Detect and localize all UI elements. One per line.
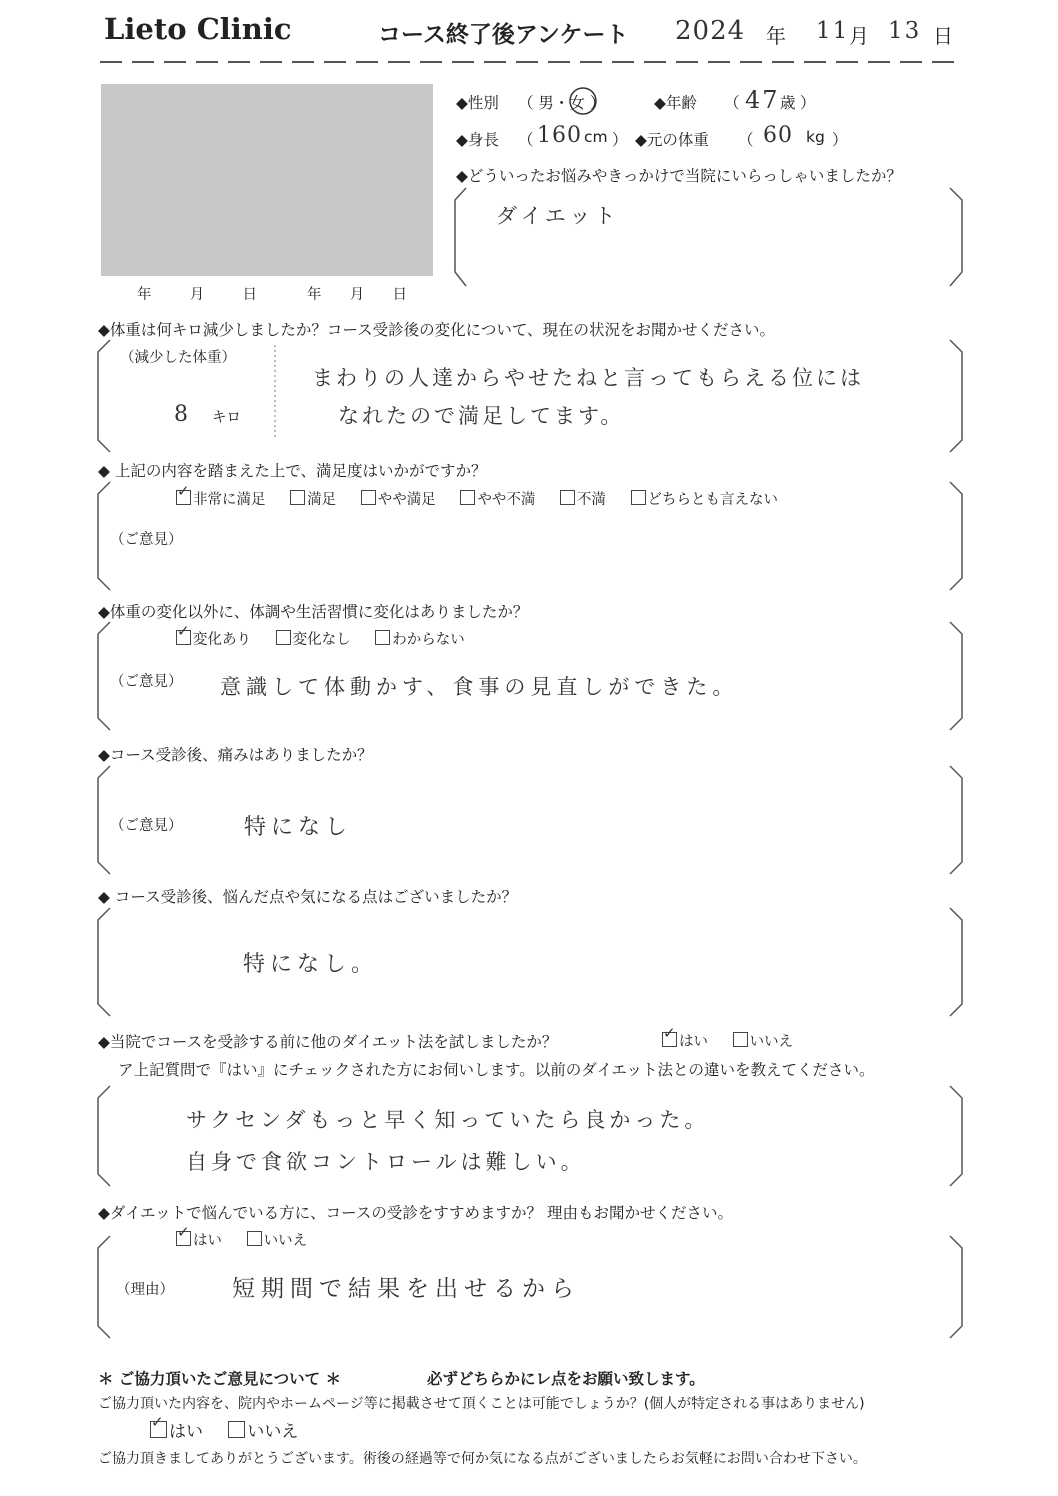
- date-year: 2024: [675, 16, 746, 46]
- satisfaction-option-0[interactable]: ✓非常に満足: [176, 492, 266, 508]
- after-year-label: 年: [307, 287, 322, 303]
- q-reason-answer: ダイエット: [496, 204, 620, 228]
- height-value: 160: [537, 123, 582, 148]
- recommend-reason-label: （理由）: [116, 1282, 174, 1298]
- q-lifestyle-text: ◆体重の変化以外に、体調や生活習慣に変化はありましたか？: [98, 603, 529, 621]
- checkbox[interactable]: [733, 1032, 748, 1047]
- q-prior-text: ◆当院でコースを受診する前に他のダイエット法を試しましたか？: [98, 1033, 558, 1051]
- checkbox[interactable]: [228, 1421, 245, 1438]
- concern-comment: 特になし。: [243, 952, 379, 977]
- q-recommend-text: ◆ダイエットで悩んでいる方に、コースの受診をすすめますか？ 理由もお聞かせください。: [98, 1204, 733, 1222]
- prior-options: [662, 1030, 813, 1051]
- after-day-label: 日: [392, 287, 407, 303]
- publish-option-no[interactable]: いいえ: [228, 1422, 298, 1442]
- date-year-unit: 年: [766, 24, 786, 48]
- before-year-label: 年: [137, 287, 152, 303]
- date-day: 13: [888, 18, 922, 44]
- age-open: （: [724, 94, 740, 112]
- before-day-label: 日: [242, 287, 257, 303]
- checkbox-checked[interactable]: [662, 1032, 677, 1047]
- satisfaction-option-5[interactable]: どちらとも言えない: [631, 492, 779, 508]
- prior-option-yes[interactable]: ✓ はい: [662, 1034, 708, 1050]
- checkbox[interactable]: [247, 1231, 262, 1246]
- q-weight-answer-line1: まわりの人達からやせたねと言ってもらえる位には: [312, 366, 864, 390]
- satisfaction-comment-label: （ご意見）: [110, 532, 183, 548]
- height-close: ）: [612, 131, 628, 149]
- photo-after-date: [307, 283, 407, 304]
- age-label: ◆年齢: [654, 94, 697, 112]
- checkbox[interactable]: [361, 490, 376, 505]
- checkbox[interactable]: [631, 490, 646, 505]
- lifestyle-option-2[interactable]: わからない: [375, 632, 465, 648]
- before-month-label: 月: [189, 287, 205, 303]
- checkbox-checked[interactable]: [150, 1421, 167, 1438]
- lifestyle-options: [176, 628, 485, 649]
- height-unit: cm: [584, 128, 608, 146]
- photo-before-date: [137, 283, 257, 304]
- recommend-options: [176, 1229, 327, 1250]
- orig-weight-close: ）: [832, 131, 848, 149]
- age-value: 47: [745, 86, 780, 114]
- q-concern-text: ◆ コース受診後、悩んだ点や気になる点はございましたか？: [98, 888, 518, 906]
- redacted-photo: [101, 84, 433, 276]
- satisfaction-option-1[interactable]: 満足: [290, 492, 336, 508]
- checkbox[interactable]: [276, 630, 291, 645]
- recommend-reason: 短期間で結果を出せるから: [232, 1276, 580, 1302]
- weight-lost-label: （減少した体重）: [120, 350, 236, 366]
- orig-weight-open: （: [738, 131, 754, 149]
- weight-lost-value: 8: [174, 402, 192, 427]
- q-weight-text: ◆体重は何キロ減少しましたか？コース受診後の変化について、現在の状況をお聞かせください。: [98, 321, 776, 339]
- footer-thanks: ご協力頂きましてありがとうございます。術後の経過等で何か気になる点がございましたらお気軽にお問い合わせ下さい。: [98, 1451, 867, 1467]
- prior-answer-line1: サクセンダもっと早く知っていたら良かった。: [186, 1108, 710, 1132]
- lifestyle-option-0[interactable]: ✓変化あり: [176, 632, 251, 648]
- orig-weight-value: 60: [763, 123, 793, 148]
- lifestyle-option-1[interactable]: 変化なし: [276, 632, 351, 648]
- pain-comment: 特になし: [244, 815, 353, 840]
- checkbox[interactable]: [560, 490, 575, 505]
- q-reason-text: ◆どういったお悩みやきっかけで当院にいらっしゃいましたか？: [456, 167, 902, 185]
- recommend-option-no[interactable]: いいえ: [247, 1233, 308, 1249]
- publish-option-yes[interactable]: ✓はい: [150, 1422, 203, 1442]
- satisfaction-option-3[interactable]: やや不満: [460, 492, 535, 508]
- date-month-unit: 月: [849, 24, 869, 48]
- lifestyle-comment-label: （ご意見）: [110, 674, 183, 690]
- checkbox-checked[interactable]: [176, 1231, 191, 1246]
- age-unit: 歳: [780, 94, 796, 112]
- date-day-unit: 日: [933, 24, 953, 48]
- recommend-option-yes[interactable]: ✓はい: [176, 1233, 222, 1249]
- gender-options: （ 男・女 ）: [518, 94, 606, 112]
- checkbox[interactable]: [375, 630, 390, 645]
- q-prior-followup: ア上記質問で『はい』にチェックされた方にお伺いします。以前のダイエット法との違いを教えてください。: [118, 1061, 875, 1079]
- weight-lost-unit: キロ: [212, 410, 241, 426]
- date-month: 11: [816, 18, 850, 44]
- height-label: ◆身長: [456, 131, 499, 149]
- footer-instruction: 必ずどちらかにレ点をお願い致します。: [427, 1370, 705, 1388]
- orig-weight-unit: kg: [806, 128, 825, 146]
- form-title: コース終了後アンケート: [378, 22, 629, 48]
- checkbox[interactable]: [460, 490, 475, 505]
- footer-question: ご協力頂いた内容を、院内やホームページ等に掲載させて頂くことは可能でしょうか？(個人が特定される事はありません): [98, 1396, 865, 1412]
- age-close: ）: [800, 94, 816, 112]
- satisfaction-option-2[interactable]: やや満足: [361, 492, 436, 508]
- prior-answer-line2: 自身で食欲コントロールは難しい。: [186, 1150, 586, 1174]
- orig-weight-label: ◆元の体重: [635, 131, 709, 149]
- q-pain-text: ◆コース受診後、痛みはありましたか？: [98, 746, 373, 764]
- q-satisfaction-text: ◆ 上記の内容を踏まえた上で、満足度はいかがですか？: [98, 462, 487, 480]
- satisfaction-options: [176, 488, 798, 509]
- height-open: （: [518, 131, 534, 149]
- checkbox-checked[interactable]: [176, 490, 191, 505]
- checkbox-checked[interactable]: [176, 630, 191, 645]
- satisfaction-option-4[interactable]: 不満: [560, 492, 606, 508]
- pain-comment-label: （ご意見）: [110, 818, 183, 834]
- checkbox[interactable]: [290, 490, 305, 505]
- footer-title: ＊ ご協力頂いたご意見について ＊: [98, 1370, 341, 1388]
- lifestyle-comment: 意識して体動かす、食事の見直しができた。: [220, 675, 739, 699]
- prior-option-no[interactable]: いいえ: [733, 1034, 794, 1050]
- after-month-label: 月: [349, 287, 365, 303]
- gender-label: ◆性別: [456, 94, 499, 112]
- q-weight-answer-line2: なれたので満足してます。: [338, 404, 625, 428]
- clinic-name: Lieto Clinic: [104, 12, 292, 46]
- footer-options: [150, 1417, 318, 1442]
